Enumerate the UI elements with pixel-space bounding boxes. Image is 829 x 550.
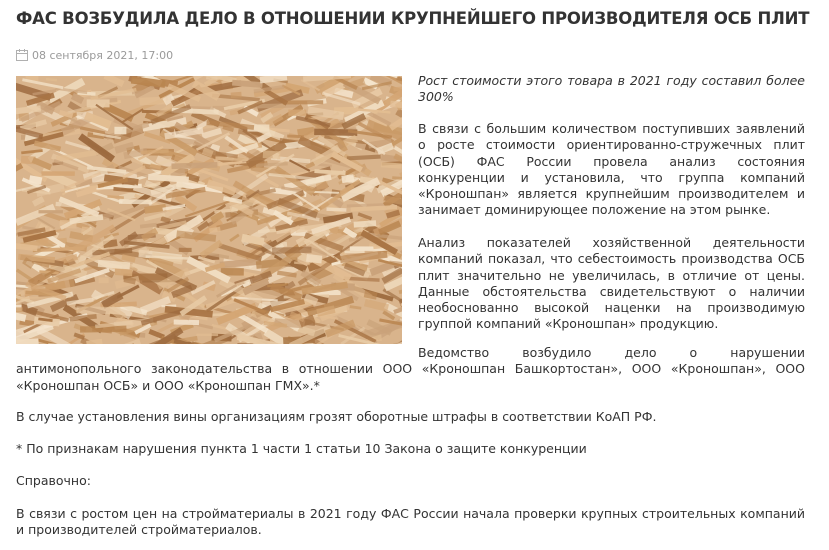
wood-chip [16,307,23,312]
wood-chip [283,100,323,104]
article-paragraph: В связи с ростом цен на стройматериалы в 2021 году ФАС России начала проверки крупных строительных компаний и производителей стройматериалов. [16,506,805,538]
wood-chip [231,92,242,98]
wood-chip [99,277,109,283]
date-text: 08 сентября 2021, 17:00 [32,48,174,62]
article-paragraph: Анализ показателей хозяйственной деятельности компаний показал, что себестоимость производства ОСБ плит значительно не увеличилась, в отличие от цены. Данные обстоятельства свидетельствуют о наличии необоснованно высокой наценки на производимую группой компаний «Кроношпан» продукцию. [418,235,805,332]
wood-chip [114,127,126,134]
wood-chip [206,76,218,80]
article-reference-label: Справочно: [16,473,91,488]
wood-chip [139,97,166,106]
wood-chip [115,269,133,277]
wood-chip [263,150,281,159]
wood-chip [288,110,306,116]
article-paragraph: Ведомство возбудило дело о нарушении антимонопольного законодательства в отношении ООО «Кроношпан Башкортостан», ООО «Кроношпан», ООО «Кроношпан ОСБ» и ООО «Кроношпан ГМХ».* [16,345,805,393]
calendar-icon [16,49,28,61]
wood-chip [272,247,312,254]
article-footnote: * По признакам нарушения пункта 1 части 1 статьи 10 Закона о защите конкуренции [16,441,587,456]
article-lead: Рост стоимости этого товара в 2021 году составил более 300% [418,73,805,105]
wood-chip [119,199,152,204]
wood-chip [344,250,364,253]
wood-chip [196,334,218,336]
wood-chip [41,171,74,176]
article-paragraph: В связи с большим количеством поступивших заявлений о росте стоимости ориентированно-стружечных плит (ОСБ) ФАС России провела анализ состояния конкуренции и установила, что группа компаний «Кроношпан» является крупнейшим производителем и занимает доминирующее положение на этом рынке. [418,121,805,218]
osb-board-image [16,76,402,344]
wood-chip [38,210,62,213]
wood-chip [179,248,192,252]
article-image [16,76,402,344]
wood-chip [77,306,121,314]
wood-chip [174,320,199,326]
article-paragraph: В случае установления вины организациям грозят оборотные штрафы в соответствии КоАП РФ. [16,409,657,424]
article-title: ФАС ВОЗБУДИЛА ДЕЛО В ОТНОШЕНИИ КРУПНЕЙШЕГО ПРОИЗВОДИТЕЛЯ ОСБ ПЛИТ [16,9,810,28]
article-date [16,48,173,62]
